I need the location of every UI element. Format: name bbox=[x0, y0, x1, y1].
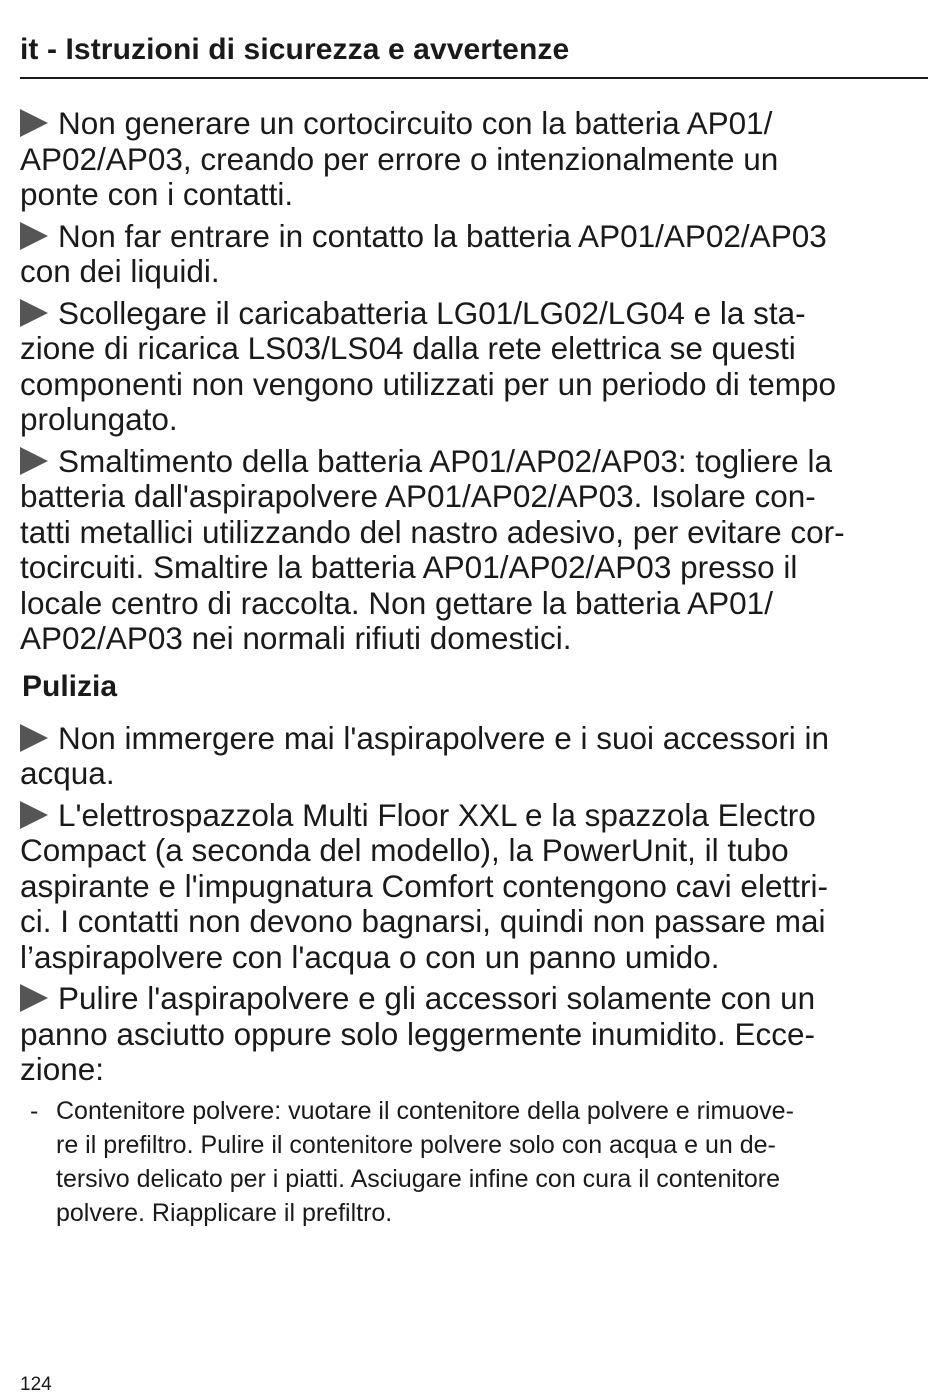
warning-line: acqua. bbox=[20, 755, 115, 791]
warning-line: zione: bbox=[20, 1051, 105, 1087]
manual-page bbox=[20, 0, 930, 1396]
warning-short-circuit bbox=[20, 106, 928, 213]
sublist-line: polvere. Riapplicare il prefiltro. bbox=[56, 1198, 393, 1227]
warning-battery-disposal bbox=[20, 444, 928, 657]
sublist-line: re il prefiltro. Pulire il contenitore polvere solo con acqua e un de- bbox=[56, 1130, 776, 1159]
warning-line: componenti non vengono utilizzati per un periodo di tempo bbox=[20, 365, 837, 402]
warning-line: l’aspirapolvere con l'acqua o con un panno umido. bbox=[20, 938, 720, 975]
page-number: 124 bbox=[20, 1374, 52, 1395]
warning-line: panno asciutto oppure solo leggermente inumidito. Ecce- bbox=[20, 1015, 815, 1052]
warning-unplug-charger bbox=[20, 296, 928, 438]
warning-line: con dei liquidi. bbox=[20, 253, 220, 289]
warning-line: Smaltimento della batteria AP01/AP02/AP03: togliere la bbox=[20, 444, 928, 480]
warning-dry-cloth bbox=[20, 981, 928, 1088]
warning-line: tatti metallici utilizzando del nastro adesivo, per evitare cor- bbox=[20, 513, 845, 550]
warning-line: ci. I contatti non devono bagnarsi, quindi non passare mai bbox=[20, 903, 826, 939]
warning-line: Non generare un cortocircuito con la batteria AP01/ bbox=[20, 106, 928, 142]
play-triangle-icon bbox=[20, 984, 48, 1012]
warning-line: Pulire l'aspirapolvere e gli accessori solamente con un bbox=[20, 981, 928, 1017]
play-triangle-icon bbox=[20, 447, 48, 475]
warning-line: batteria dall'aspirapolvere AP01/AP02/AP03. Isolare con- bbox=[20, 478, 816, 514]
warning-line: aspirante e l'impugnatura Comfort contengono cavi elettri- bbox=[20, 867, 828, 904]
warning-line: prolungato. bbox=[20, 401, 178, 437]
play-triangle-icon bbox=[20, 801, 48, 829]
page-title: it - Istruzioni di sicurezza e avvertenze bbox=[20, 33, 570, 66]
section-title-cleaning: Pulizia bbox=[22, 669, 118, 703]
page-content bbox=[20, 106, 928, 1230]
warning-line: AP02/AP03, creando per errore o intenzionalmente un bbox=[20, 140, 779, 177]
warning-line: Non immergere mai l'aspirapolvere e i suoi accessori in bbox=[20, 721, 928, 757]
warning-line: L'elettrospazzola Multi Floor XXL e la spazzola Electro bbox=[20, 798, 928, 834]
warning-no-immersion bbox=[20, 721, 928, 792]
warning-line: tocircuiti. Smaltire la batteria AP01/AP02/AP03 presso il bbox=[20, 549, 798, 585]
play-triangle-icon bbox=[20, 222, 48, 250]
exception-dust-container bbox=[20, 1094, 928, 1230]
warning-line: locale centro di raccolta. Non gettare la batteria AP01/ bbox=[20, 584, 773, 621]
play-triangle-icon bbox=[20, 724, 48, 752]
warning-line: AP02/AP03 nei normali rifiuti domestici. bbox=[20, 620, 572, 656]
sublist-line: Contenitore polvere: vuotare il contenitore della polvere e rimuove- bbox=[56, 1096, 794, 1125]
warning-line: ponte con i contatti. bbox=[20, 176, 294, 212]
warning-line: zione di ricarica LS03/LS04 dalla rete elettrica se questi bbox=[20, 330, 796, 366]
sublist-line: tersivo delicato per i piatti. Asciugare infine con cura il contenitore bbox=[56, 1164, 780, 1193]
warning-line: Non far entrare in contatto la batteria AP01/AP02/AP03 bbox=[20, 219, 928, 255]
play-triangle-icon bbox=[20, 299, 48, 327]
list-dash: - bbox=[30, 1096, 39, 1125]
warning-electrical-cables bbox=[20, 798, 928, 976]
play-triangle-icon bbox=[20, 109, 48, 137]
warning-line: Scollegare il caricabatteria LG01/LG02/LG04 e la sta- bbox=[20, 296, 928, 332]
page-header bbox=[20, 30, 928, 79]
warning-liquids bbox=[20, 219, 928, 290]
warning-line: Compact (a seconda del modello), la PowerUnit, il tubo bbox=[20, 832, 789, 868]
